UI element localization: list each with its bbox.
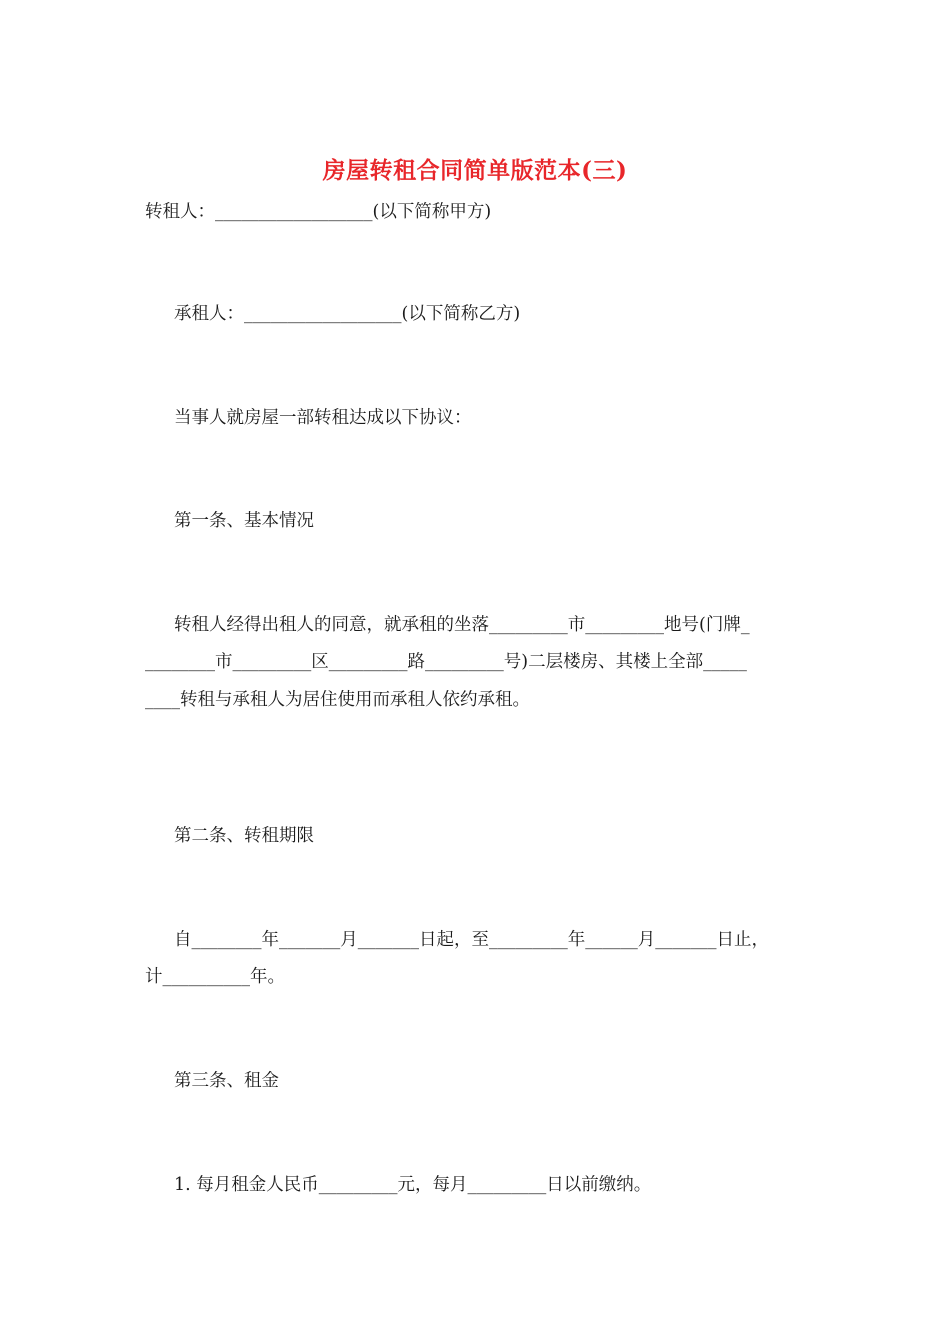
article1-line-2: ________市_________区_________路_________号)二层楼房、其楼上全部_____ (145, 652, 747, 672)
article3-heading: 第三条、租金 (174, 1071, 279, 1091)
article2-line-1: 自________年_______月_______日起，至_________年______月_______日止， (174, 930, 769, 950)
document-title: 房屋转租合同简单版范本(三) (322, 157, 628, 184)
article3-line-1: 1. 每月租金人民币_________元，每月_________日以前缴纳。 (174, 1175, 652, 1195)
sublessor-line: 转租人：__________________(以下简称甲方) (145, 202, 492, 222)
sublessee-line: 承租人：__________________(以下简称乙方) (174, 304, 521, 324)
article2-line-2: 计__________年。 (145, 967, 285, 987)
article1-line-1: 转租人经得出租人的同意，就承租的坐落_________市_________地号(门牌_ (174, 615, 750, 635)
article2-heading: 第二条、转租期限 (174, 826, 314, 846)
article1-line-3: ____转租与承租人为居住使用而承租人依约承租。 (145, 690, 530, 710)
article1-heading: 第一条、基本情况 (174, 511, 314, 531)
agreement-intro: 当事人就房屋一部转租达成以下协议： (174, 408, 472, 428)
